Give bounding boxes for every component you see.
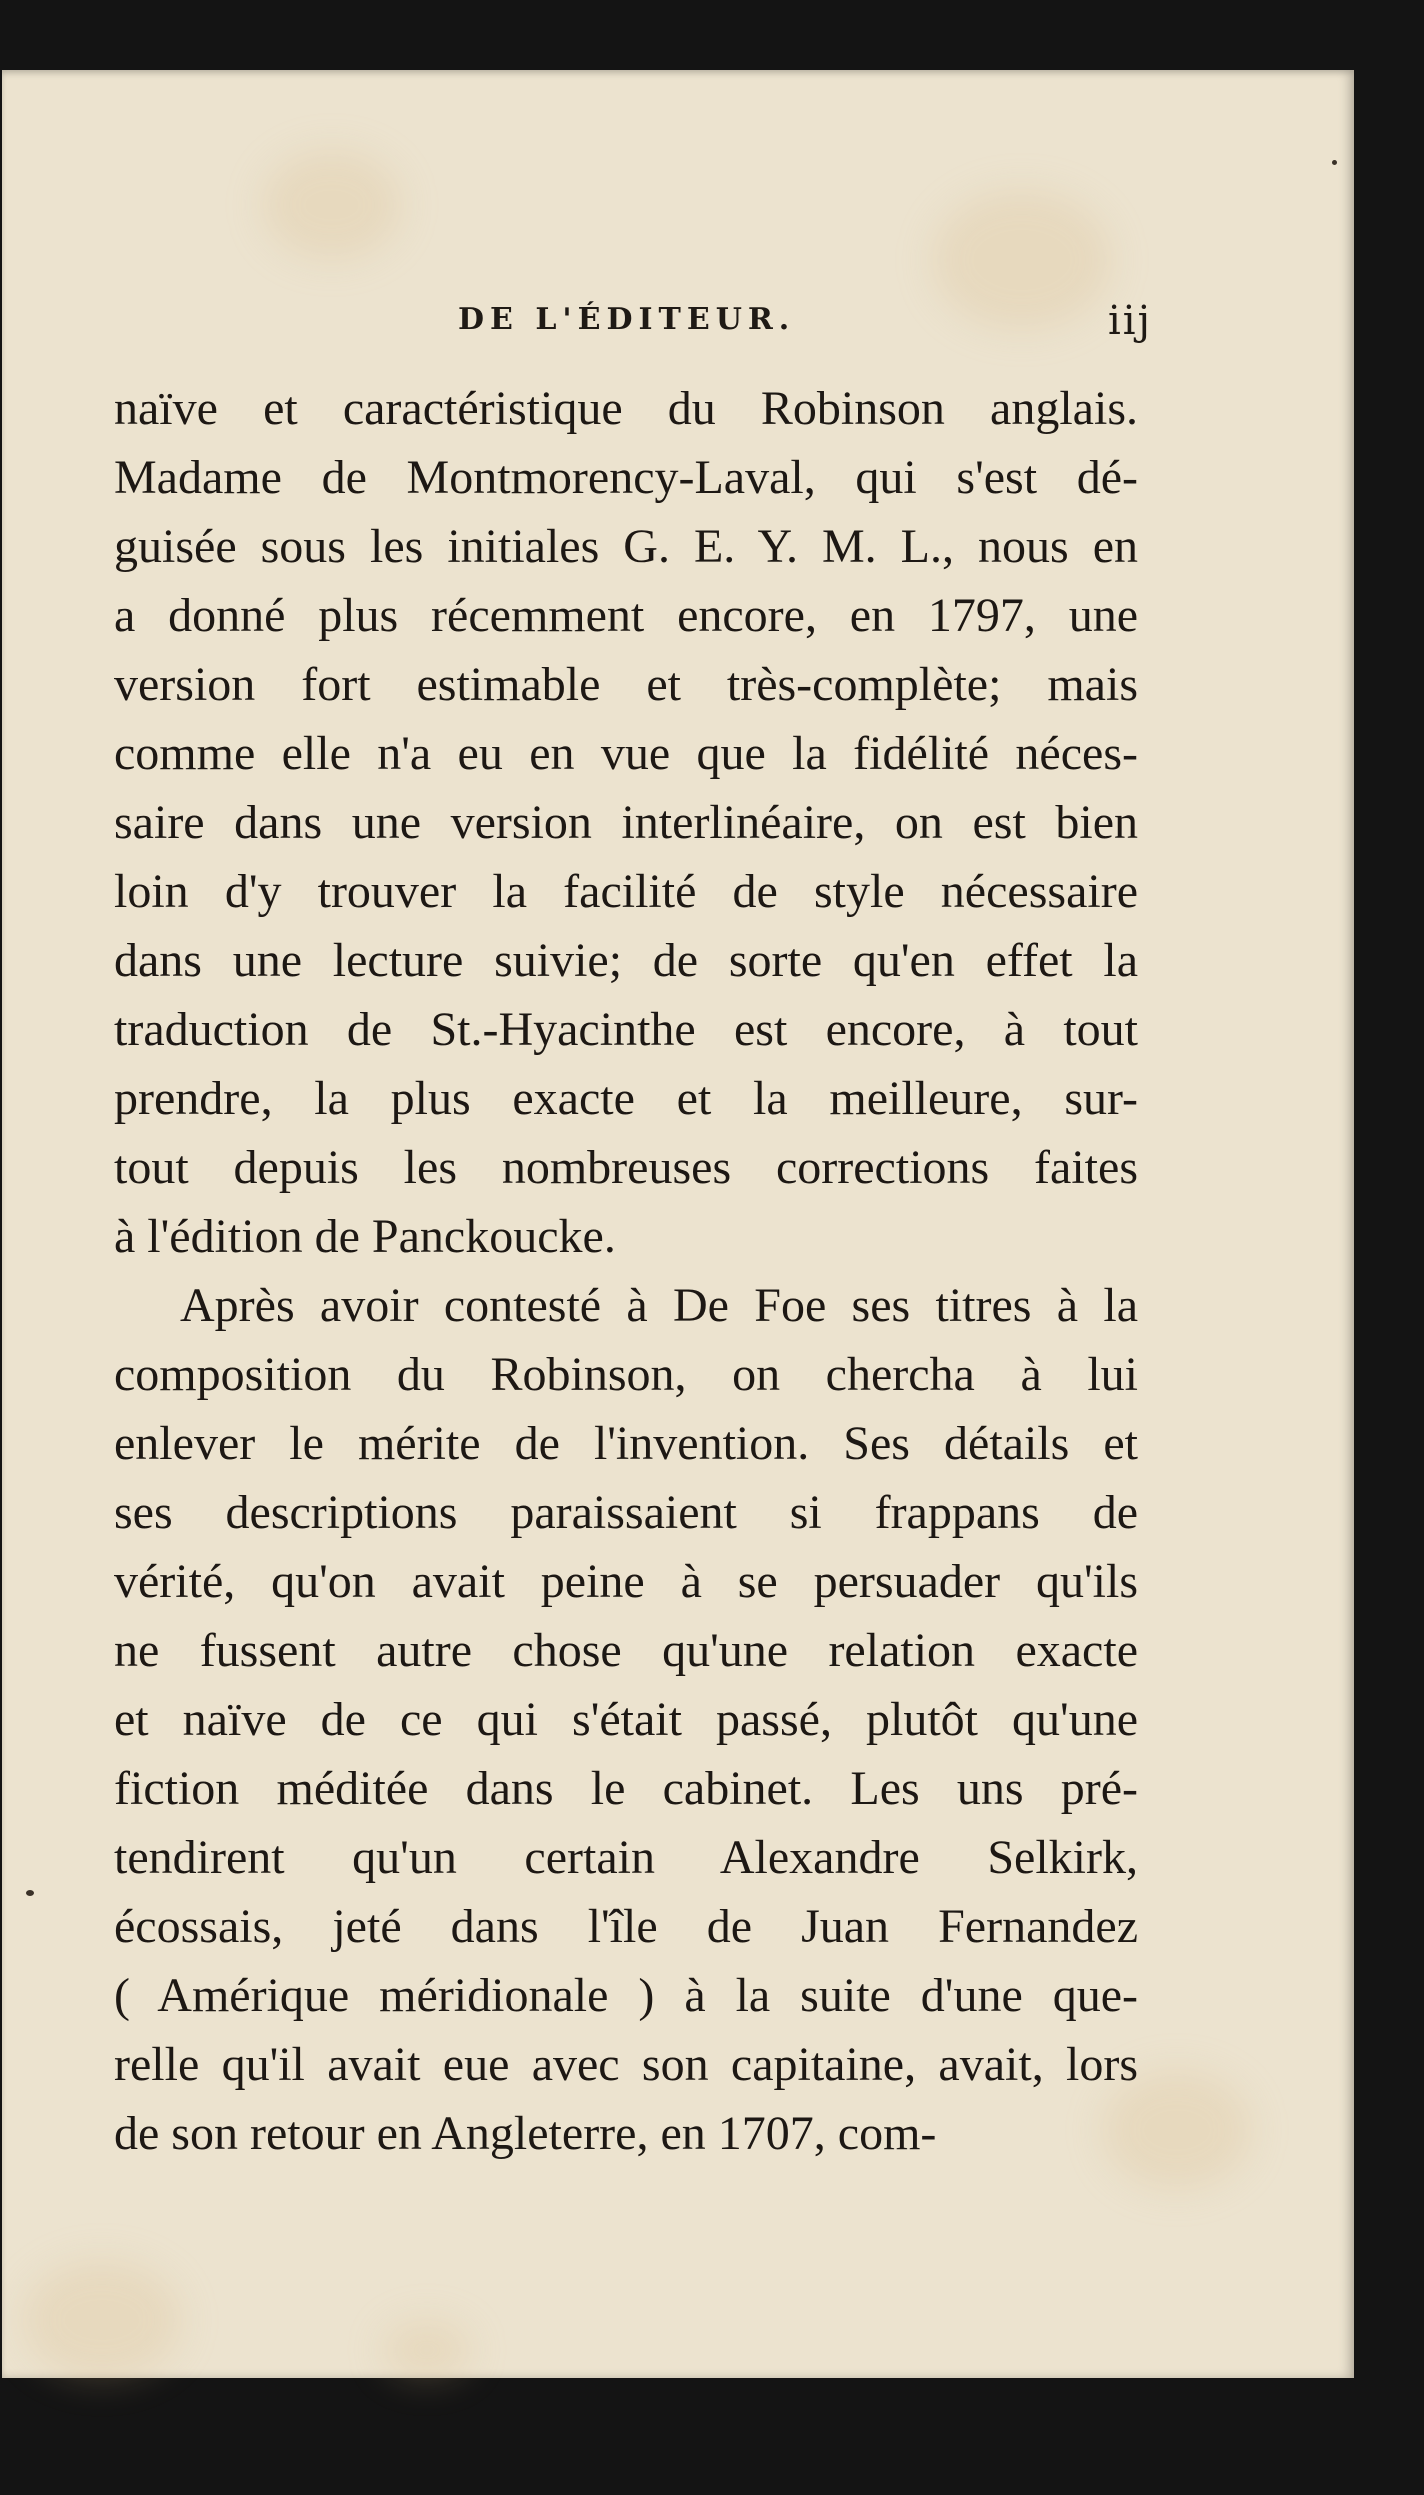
text-line: relle qu'il avait eue avec son capitaine, avait, lors — [114, 2038, 1138, 2091]
text-line: naïve et caractéristique du Robinson anglais. — [114, 382, 1138, 435]
text-line: et naïve de ce qui s'était passé, plutôt qu'une — [114, 1693, 1138, 1746]
text-line: Madame de Montmorency-Laval, qui s'est dé- — [114, 451, 1138, 504]
paper-stain — [22, 2260, 182, 2380]
text-line: dans une lecture suivie; de sorte qu'en effet la — [114, 934, 1138, 987]
text-line: Après avoir contesté à De Foe ses titres à la — [180, 1279, 1138, 1332]
text-line: guisée sous les initiales G. E. Y. M. L., nous en — [114, 520, 1138, 573]
text-line: ses descriptions paraissaient si frappans de — [114, 1486, 1138, 1539]
page-number: iij — [1108, 298, 1152, 344]
running-title: DE L'ÉDITEUR. — [458, 302, 796, 337]
paragraph — [114, 374, 1138, 1271]
text-line: ( Amérique méridionale ) à la suite d'une que- — [114, 1969, 1138, 2022]
paragraph — [114, 1271, 1138, 2168]
text-line: enlever le mérite de l'invention. Ses détails et — [114, 1417, 1138, 1470]
text-line: à l'édition de Panckoucke. — [114, 1210, 616, 1263]
text-line: vérité, qu'on avait peine à se persuader qu'ils — [114, 1555, 1138, 1608]
body-text — [114, 374, 1138, 2168]
book-page — [2, 70, 1354, 2378]
text-line: composition du Robinson, on chercha à lui — [114, 1348, 1138, 1401]
text-line: prendre, la plus exacte et la meilleure, sur- — [114, 1072, 1138, 1125]
text-line: traduction de St.-Hyacinthe est encore, à tout — [114, 1003, 1138, 1056]
paper-stain — [262, 150, 402, 260]
running-head — [2, 298, 1354, 358]
text-line: version fort estimable et très-complète; mais — [114, 658, 1138, 711]
text-line: tendirent qu'un certain Alexandre Selkirk, — [114, 1831, 1138, 1884]
ink-speck — [26, 1890, 34, 1896]
text-line: saire dans une version interlinéaire, on est bien — [114, 796, 1138, 849]
ink-speck — [1332, 160, 1337, 165]
text-line: fiction méditée dans le cabinet. Les uns pré- — [114, 1762, 1138, 1815]
text-line: loin d'y trouver la facilité de style nécessaire — [114, 865, 1138, 918]
text-line: écossais, jeté dans l'île de Juan Fernandez — [114, 1900, 1138, 1953]
text-line: a donné plus récemment encore, en 1797, une — [114, 589, 1138, 642]
text-line: comme elle n'a eu en vue que la fidélité néces- — [114, 727, 1138, 780]
text-line: tout depuis les nombreuses corrections faites — [114, 1141, 1138, 1194]
text-line: de son retour en Angleterre, en 1707, com- — [114, 2107, 937, 2160]
paper-stain — [382, 2320, 472, 2380]
text-line: ne fussent autre chose qu'une relation exacte — [114, 1624, 1138, 1677]
